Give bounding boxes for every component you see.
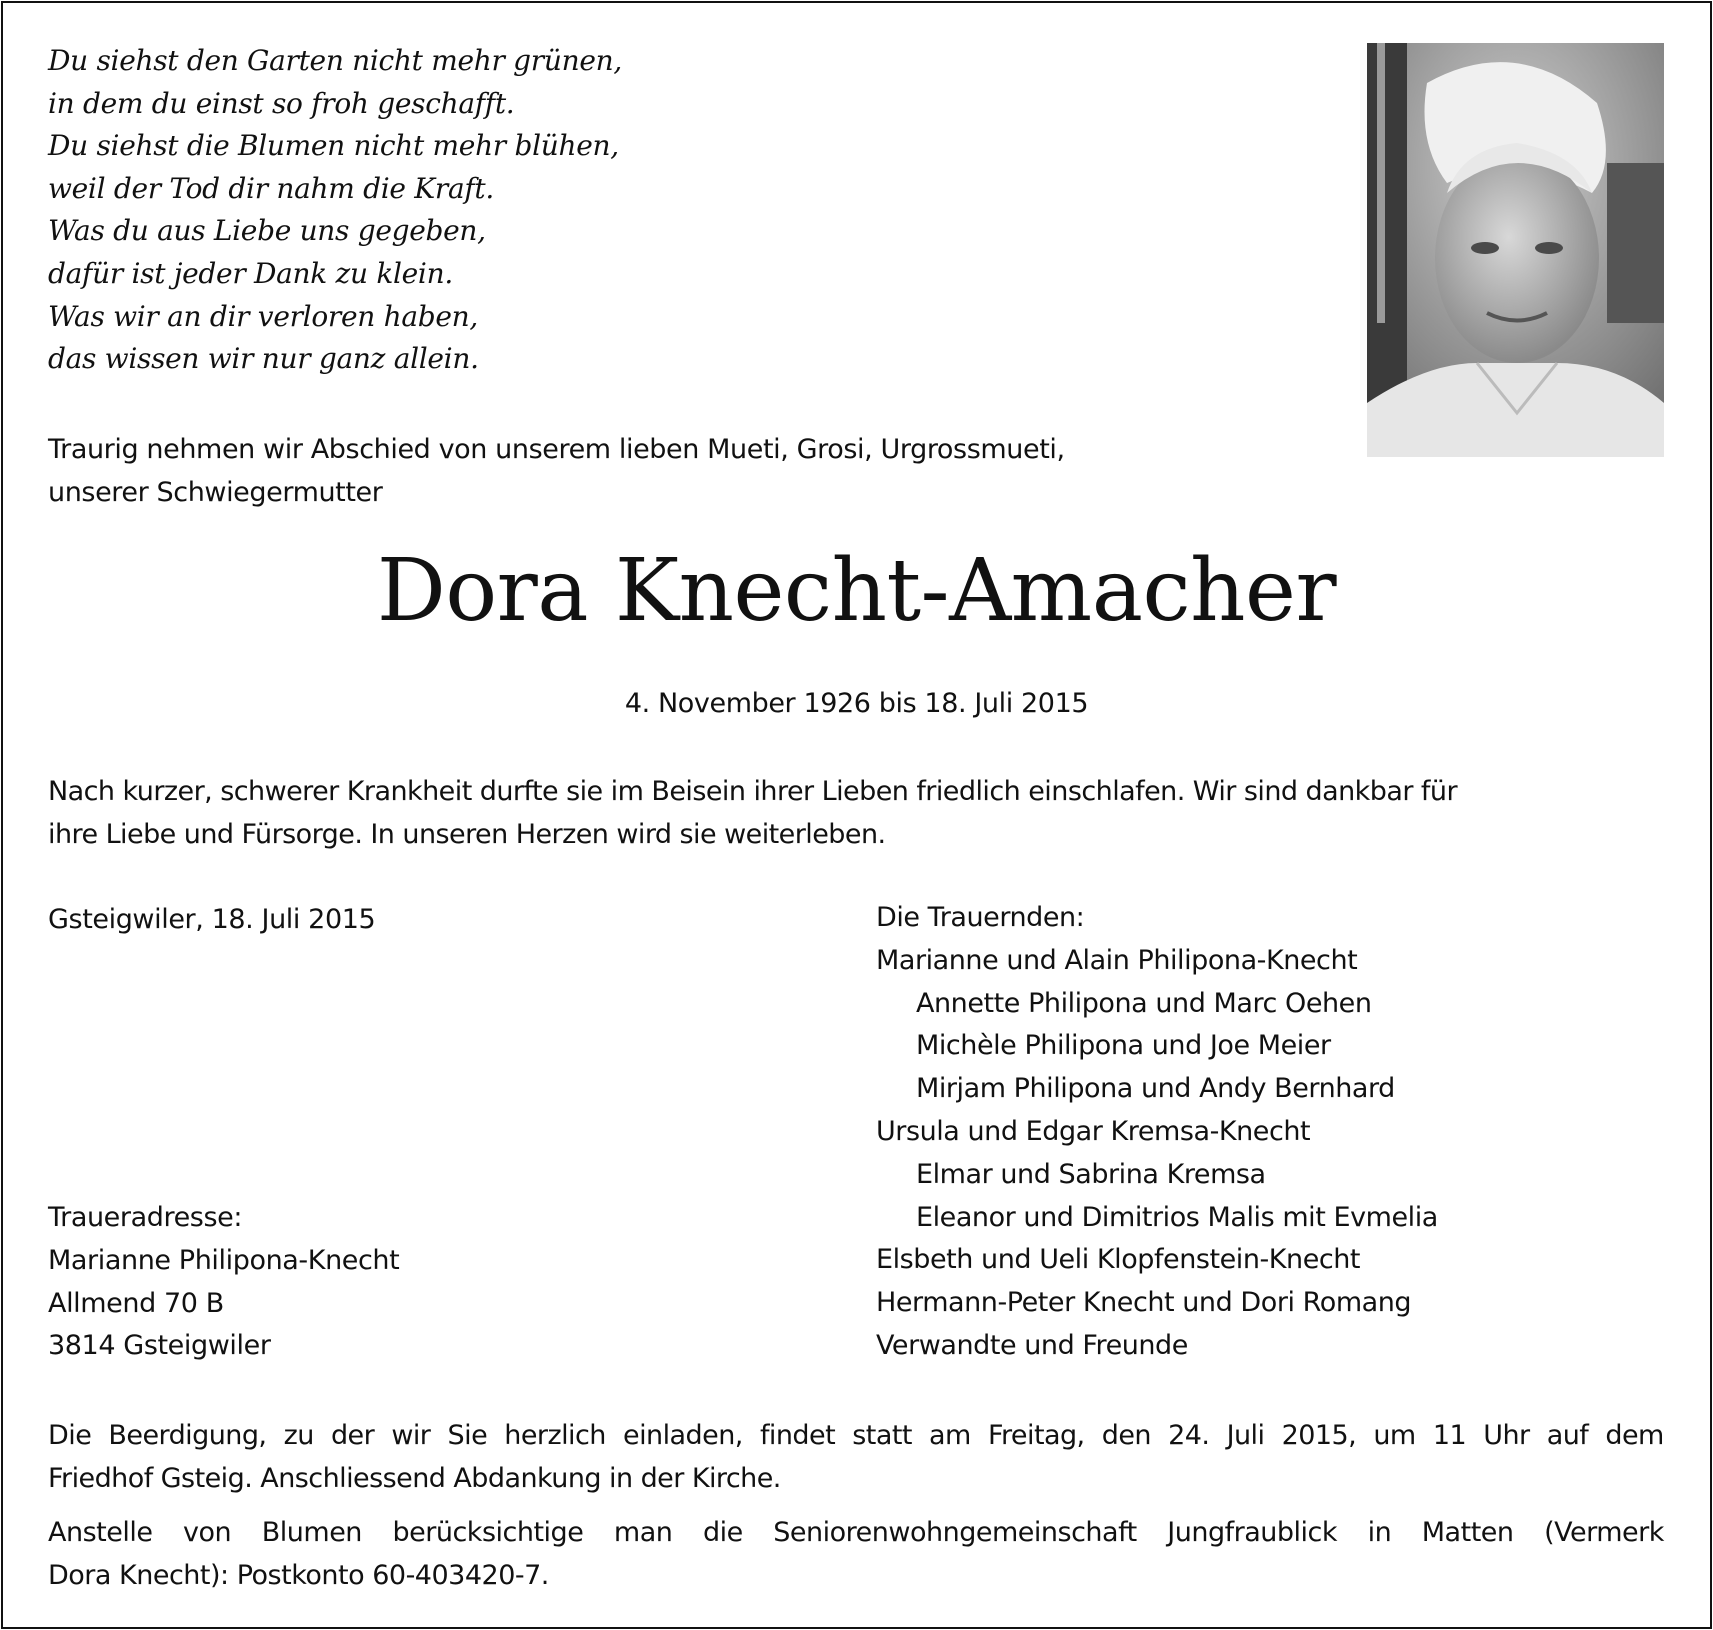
funeral-word: am [929,1420,971,1451]
donation-word: die [702,1517,743,1548]
funeral-word: 11 [1432,1420,1467,1451]
donation-word: Jungfraublick [1167,1517,1337,1548]
mourner-entry: Elmar und Sabrina Kremsa [916,1158,1266,1190]
message-line: ihre Liebe und Fürsorge. In unseren Herzen wird sie weiterleben. [48,819,886,850]
portrait-photo [1367,43,1664,457]
funeral-word: Beerdigung, [108,1420,267,1451]
funeral-word: wir [391,1420,431,1451]
funeral-word: dem [1605,1420,1664,1451]
address-heading: Traueradresse: [48,1202,243,1233]
mourner-entry: Marianne und Alain Philipona-Knecht [876,944,1358,976]
address-city: 3814 Gsteigwiler [48,1330,271,1362]
funeral-word: findet [759,1420,836,1451]
mourner-entry: Hermann-Peter Knecht und Dori Romang [876,1287,1412,1319]
donation-word: Anstelle [48,1517,153,1548]
poem-line: Du siehst den Garten nicht mehr grünen, [48,44,622,77]
place-date: Gsteigwiler, 18. Juli 2015 [48,904,376,935]
funeral-word: Freitag, [987,1420,1085,1451]
donation-word: berücksichtige [392,1517,584,1548]
funeral-word: um [1373,1420,1416,1451]
funeral-word: Die [48,1420,92,1451]
donation-line [48,1511,1664,1554]
funeral-line: Friedhof Gsteig. Anschliessend Abdankung in der Kirche. [48,1463,781,1494]
funeral-word: der [330,1420,375,1451]
funeral-word: Uhr [1483,1420,1530,1451]
message-line: Nach kurzer, schwerer Krankheit durfte sie im Beisein ihrer Lieben friedlich einschlafen. Wir sind dankbar für [48,776,1457,807]
poem-line: Was du aus Liebe uns gegeben, [48,214,486,248]
mourners-heading: Die Trauernden: [876,902,1085,933]
poem-line: dafür ist jeder Dank zu klein. [48,256,453,290]
mourner-entry: Annette Philipona und Marc Oehen [916,987,1372,1019]
mourner-entry: Mirjam Philipona und Andy Bernhard [916,1073,1395,1105]
mourner-entry: Elsbeth und Ueli Klopfenstein-Knecht [876,1244,1361,1276]
mourner-entry: Eleanor und Dimitrios Malis mit Evmelia [916,1201,1438,1233]
funeral-word: den [1101,1420,1151,1451]
donation-word: Matten [1421,1517,1514,1548]
donation-word: in [1367,1517,1392,1548]
donation-word: (Vermerk [1544,1517,1664,1548]
life-dates: 4. November 1926 bis 18. Juli 2015 [624,688,1089,719]
address-street: Allmend 70 B [48,1287,224,1319]
funeral-word: Sie [447,1420,488,1451]
funeral-word: herzlich [504,1420,606,1451]
address-name: Marianne Philipona-Knecht [48,1244,400,1276]
mourner-entry: Verwandte und Freunde [876,1329,1188,1361]
poem-line: Was wir an dir verloren haben, [48,299,478,333]
poem-line: das wissen wir nur ganz allein. [48,342,479,376]
donation-word: Blumen [261,1517,362,1548]
mourner-entry: Ursula und Edgar Kremsa-Knecht [876,1115,1311,1147]
funeral-word: zu [283,1420,314,1451]
donation-word: von [183,1517,232,1548]
deceased-name: Dora Knecht-Amacher [376,541,1337,641]
funeral-info [48,1414,1664,1500]
mourning-address [48,1197,399,1368]
intro-line: unserer Schwiegermutter [48,477,383,508]
funeral-word: Juli [1226,1420,1265,1451]
funeral-word: auf [1546,1420,1589,1451]
funeral-word: statt [852,1420,912,1451]
donation-info [48,1511,1664,1597]
poem-line: weil der Tod dir nahm die Kraft. [48,171,494,205]
intro-text [48,428,1065,514]
mourner-entry: Michèle Philipona und Joe Meier [916,1030,1331,1062]
funeral-word: 2015, [1281,1420,1357,1451]
poem [48,40,622,381]
donation-line: Dora Knecht): Postkonto 60-403420-7. [48,1560,549,1591]
intro-line: Traurig nehmen wir Abschied von unserem lieben Mueti, Grosi, Urgrossmueti, [48,434,1065,465]
poem-line: Du siehst die Blumen nicht mehr blühen, [48,129,619,163]
funeral-word: einladen, [623,1420,743,1451]
donation-word: man [613,1517,673,1548]
portrait-photo-icon [1367,43,1664,457]
mourners-list [876,897,1438,1368]
poem-line: in dem du einst so froh geschafft. [48,86,515,120]
funeral-word: 24. [1168,1420,1210,1451]
funeral-line [48,1414,1664,1457]
message-paragraph [48,770,1457,856]
donation-word: Seniorenwohngemeinschaft [773,1517,1137,1548]
